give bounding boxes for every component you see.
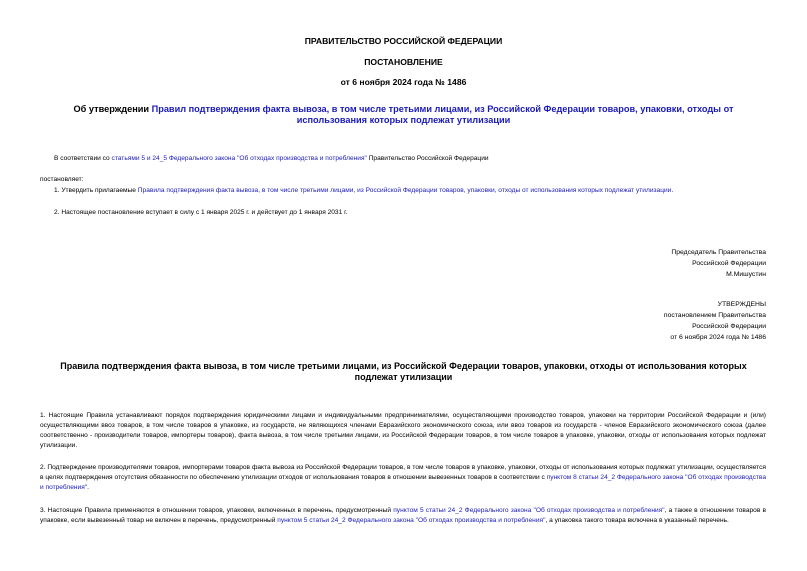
rule-3-text-3: , а упаковка такого товара включена в указанный перечень. xyxy=(545,517,729,524)
preamble-text-2: Правительство Российской Федерации xyxy=(366,155,489,162)
rule-3-law-link-2[interactable]: пунктом 5 статьи 24_2 Федерального закона "Об отходах производства и потребления" xyxy=(277,517,546,524)
signature-line-3: М.Мишустин xyxy=(726,271,766,278)
date-number-heading: от 6 ноября 2024 года № 1486 xyxy=(340,77,467,87)
rules-title: Правила подтверждения факта вывоза, в том числе третьими лицами, из Российской Федерации товаров, упаковки, отходы от использования которых подлежат утилизации xyxy=(60,361,747,382)
item-1-text-2: . xyxy=(671,187,674,194)
item-1-text-1: 1. Утвердить прилагаемые xyxy=(54,187,138,194)
signature-block xyxy=(671,247,766,280)
title-rules-link[interactable]: Правил подтверждения факта вывоза, в том числе третьими лицами, из Российской Федерации товаров, упаковки, отходы от использования которых подлежат утилизации xyxy=(151,104,734,125)
item-2: 2. Настоящее постановление вступает в силу с 1 января 2025 г. и действует до 1 января 2031 г. xyxy=(54,209,348,216)
approved-line-2: постановлением Правительства xyxy=(663,312,766,319)
approved-line-1: УТВЕРЖДЕНЫ xyxy=(717,301,766,308)
preamble-law-link[interactable]: статьями 5 и 24_5 Федерального закона "Об отходах производства и потребления" xyxy=(111,155,367,162)
item-1-rules-link[interactable]: Правила подтверждения факта вывоза, в том числе третьими лицами, из Российской Федерации товаров, упаковки, отходы от использования которых подлежат утилизации xyxy=(137,187,672,194)
signature-line-2: Российской Федерации xyxy=(692,260,766,267)
title-prefix: Об утверждении xyxy=(73,104,152,114)
approved-line-3: Российской Федерации xyxy=(692,323,766,330)
rule-3 xyxy=(40,506,766,526)
preamble-text-1: В соответствии со xyxy=(54,155,112,162)
doc-type-heading: ПОСТАНОВЛЕНИЕ xyxy=(364,57,443,67)
rule-3-law-link-1[interactable]: пунктом 5 статьи 24_2 Федерального закона "Об отходах производства и потребления" xyxy=(393,507,665,514)
rule-2-law-link[interactable]: пунктом 8 статьи 24_2 Федерального закона "Об отходах производства и потребления" xyxy=(40,474,766,491)
preamble xyxy=(54,154,754,164)
approved-block xyxy=(664,299,766,343)
resolves-text: постановляет: xyxy=(40,176,84,183)
rule-2 xyxy=(40,463,766,493)
rule-1: 1. Настоящие Правила устанавливают порядок подтверждения юридическими лицами и индивидуальными предпринимателями, осуществляющими производство товаров, упаковки на территории Российской Федерации и (или) осуществляющими ввоз товаров, в том числе товаров в упаковке, из государств, не являющихся членами Евразийского экономического союза, или ввоз товаров из государств - членов Евразийского экономического союза (далее соответственно - производители товаров, импортеры товаров), факта вывоза, в том числе третьими лицами, из Российской Федерации товаров, в том числе товаров в упаковке, упаковки, отходы от использования которых подлежат утилизации. xyxy=(40,412,766,449)
rule-3-text-2: , а также в отношении товаров в упаковке, если вывезенный товар не включен в перечень, предусмотренный xyxy=(40,507,766,524)
rule-2-text-2: . xyxy=(87,484,89,491)
document-title xyxy=(60,104,747,126)
item-1 xyxy=(54,186,764,196)
approved-line-4: от 6 ноября 2024 года № 1486 xyxy=(670,334,766,341)
rule-2-text-1: 2. Подтверждение производителями товаров, импортерами товаров факта вывоза из Российской Федерации товаров, в том числе товаров в упаковке, упаковки, отходы от использования которых подлежат утилизации, осуществляется в целях подтверждения отсутствия обязанности по обеспечению утилизации отходов от использования товаров в отношении вывезенных товаров в соответствии с xyxy=(40,464,766,481)
signature-line-1: Председатель Правительства xyxy=(671,249,766,256)
rule-3-text-1: 3. Настоящие Правила применяются в отношении товаров, упаковки, включенных в перечень, предусмотренный xyxy=(40,507,394,514)
government-heading: ПРАВИТЕЛЬСТВО РОССИЙСКОЙ ФЕДЕРАЦИИ xyxy=(304,36,503,46)
